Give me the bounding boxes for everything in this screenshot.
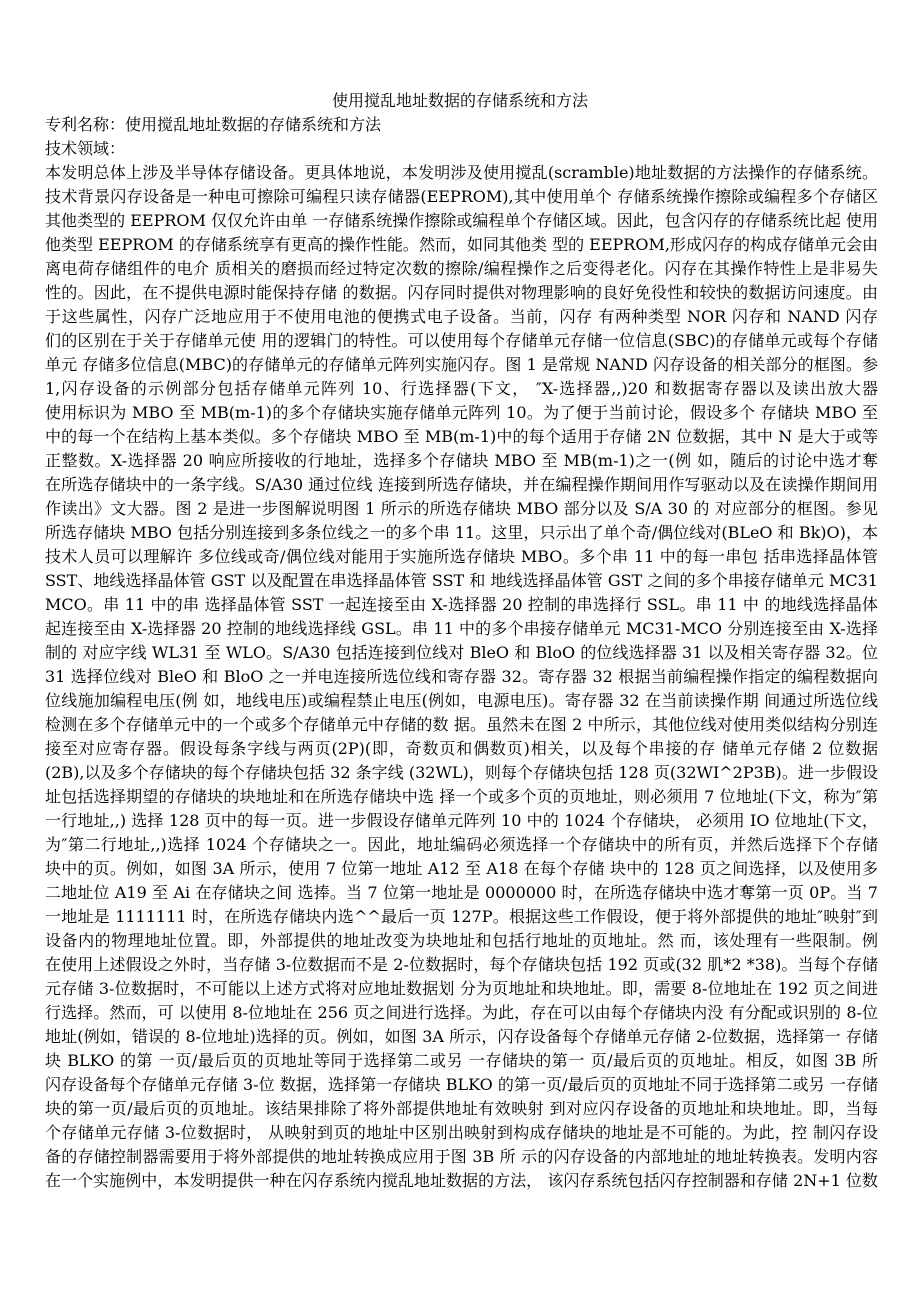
body-text-line: MCO。串 11 中的串 选择晶体管 SST 一起连接至由 X-选择器 20 控制的串选择行 SSL。串 11 中 的地线选择晶体 bbox=[45, 595, 878, 614]
body-text-line: 元存储 3-位数据时，不可能以上述方式将对应地址数据划 分为页地址和块地址。即，需要 8-位地址在 192 页之间进 bbox=[45, 979, 878, 998]
document-title: 使用搅乱地址数据的存储系统和方法 bbox=[331, 91, 588, 110]
body-text-line: (2B),以及多个存储块的每个存储块包括 32 条字线 (32WL)，则每个存储块包括 128 页(32WI^2P3B)。进一步假设 bbox=[45, 763, 878, 782]
body-text-line: 使用标识为 MBO 至 MB(m-1)的多个存储块实施存储单元阵列 10。为了便于当前讨论，假设多个 存储块 MBO 至 bbox=[45, 403, 878, 422]
body-text-line: 块 BLKO 的第 一页/最后页的页地址等同于选择第二或另 一存储块的第一 页/最后页的页地址。相反，如图 3B 所 bbox=[45, 1051, 878, 1070]
body-text-line: 检测在多个存储单元中的一个或多个存储单元中存储的数 据。虽然未在图 2 中所示，其他位线对使用类似结构分别连 bbox=[45, 715, 878, 734]
body-text-line: 他类型 EEPROM 的存储系统享有更高的操作性能。然而，如同其他类 型的 EEPROM,形成闪存的构成存储单元会由 bbox=[45, 235, 878, 254]
body-text-line: 位线施加编程电压(例 如，地线电压)或编程禁止电压(例如，电源电压)。寄存器 32 在当前读操作期 间通过所选位线 bbox=[45, 691, 878, 710]
body-text-line: 所选存储块 MBO 包括分别连接到多条位线之一的多个串 11。这里，只示出了单个奇/偶位线对(BLeO 和 Bk)O)，本 bbox=[45, 523, 878, 542]
body-text-line: 单元 存储多位信息(MBC)的存储单元的存储单元阵列实施闪存。图 1 是常规 NAND 闪存设备的相关部分的框图。参 bbox=[45, 355, 878, 374]
body-text-line: 址包括选择期望的存储块的块地址和在所选存储块中选 择一个或多个页的页地址，则必须用 7 位地址(下文，称为″第 bbox=[45, 787, 878, 806]
body-text-line: 技术人员可以理解许 多位线或奇/偶位线对能用于实施所选存储块 MBO。多个串 11 中的每一串包 括串选择晶体管 bbox=[45, 547, 878, 566]
body-text-line: 在使用上述假设之外时，当存储 3-位数据而不是 2-位数据时，每个存储块包括 192 页或(32 肌*2 *38)。当每个存储 bbox=[45, 955, 878, 974]
body-text-line: 地址(例如，错误的 8-位地址)选择的页。例如，如图 3A 所示，闪存设备每个存储单元存储 2-位数据，选择第一 存储 bbox=[45, 1027, 878, 1046]
body-text-line: 制的 对应字线 WL31 至 WLO。S/A30 包括连接到位线对 BleO 和 BloO 的位线选择器 31 以及相关寄存器 32。位 bbox=[45, 643, 878, 662]
body-text-line: 一行地址,,) 选择 128 页中的每一页。进一步假设存储单元阵列 10 中的 1024 个存储块， 必须用 IO 位地址(下文， bbox=[45, 811, 878, 830]
body-text-line: 作读出》文大器。图 2 是进一步图解说明图 1 所示的所选存储块 MBO 部分以及 S/A 30 的 对应部分的框图。参见 bbox=[45, 499, 878, 518]
body-text-line: SST、地线选择晶体管 GST 以及配置在串选择晶体管 SST 和 地线选择晶体管 GST 之间的多个串接存储单元 MC31 bbox=[45, 571, 878, 590]
body-text-line: 备的存储控制器需要用于将外部提供的地址转换成应用于图 3B 所 示的闪存设备的内部地址的地址转换表。发明内容 bbox=[45, 1147, 878, 1166]
body-text-line: 接至对应寄存器。假设每条字线与两页(2P)(即，奇数页和偶数页)相关，以及每个串接的存 储单元存储 2 位数据 bbox=[45, 739, 878, 758]
body-text-line: 块中的页。例如，如图 3A 所示，使用 7 位第一地址 A12 至 A18 在每个存储 块中的 128 页之间选择，以及使用多 bbox=[45, 859, 878, 878]
body-text-line: 本发明总体上涉及半导体存储设备。更具体地说，本发明涉及使用搅乱(scramble)地址数据的方法操作的存储系统。 bbox=[45, 163, 878, 182]
body-text-line: 1,闪存设备的示例部分包括存储单元阵列 10、行选择器(下文， ″X-选择器,,)20 和数据寄存器以及读出放大器 bbox=[45, 379, 878, 398]
body-text-line: 块的第一页/最后页的页地址。该结果排除了将外部提供地址有效映射 到对应闪存设备的页地址和块地址。即，当每 bbox=[45, 1099, 878, 1118]
body-text-line: 行选择。然而，可 以使用 8-位地址在 256 页之间进行选择。为此，存在可以由每个存储块内没 有分配或识别的 8-位 bbox=[45, 1003, 878, 1022]
document-body bbox=[45, 161, 878, 1193]
body-text-line: 起连接至由 X-选择器 20 控制的地线选择线 GSL。串 11 中的多个串接存储单元 MC31-MCO 分别连接至由 X-选择 bbox=[45, 619, 878, 638]
body-text-line: 为″第二行地址,,)选择 1024 个存储块之一。因此，地址编码必须选择一个存储块中的所有页，并然后选择下个存储 bbox=[45, 835, 878, 854]
body-text-line: 在一个实施例中，本发明提供一种在闪存系统内搅乱地址数据的方法， 该闪存系统包括闪存控制器和存储 2N+1 位数 bbox=[45, 1171, 878, 1190]
body-text-line: 闪存设备每个存储单元存储 3-位 数据，选择第一存储块 BLKO 的第一页/最后页的页地址不同于选择第二或另 一存储 bbox=[45, 1075, 878, 1094]
body-text-line: 技术背景闪存设备是一种电可擦除可编程只读存储器(EEPROM),其中使用单个 存储系统操作擦除或编程多个存储区 bbox=[45, 187, 878, 206]
body-text-line: 设备内的物理地址位置。即，外部提供的地址改变为块地址和包括行地址的页地址。然 而，该处理有一些限制。例 bbox=[45, 931, 878, 950]
body-text-line: 在所选存储块中的一条字线。S/A30 通过位线 连接到所选存储块，并在编程操作期间用作写驱动以及在读操作期间用 bbox=[45, 475, 878, 494]
body-text-line: 二地址位 A19 至 Ai 在存储块之间 选捧。当 7 位第一地址是 0000000 时，在所选存储块中选才奪第一页 0P。当 7 bbox=[45, 883, 878, 902]
body-text-line: 一地址是 1111111 时，在所选存储块内选^^最后一页 127P。根据这些工作假设，便于将外部提供的地址″映射″到 bbox=[45, 907, 878, 926]
body-text-line: 中的每一个在结构上基本类似。多个存储块 MBO 至 MB(m-1)中的每个适用于存储 2N 位数据，其中 N 是大于或等 bbox=[45, 427, 878, 446]
body-text-line: 正整数。X-选择器 20 响应所接收的行地址，选择多个存储块 MBO 至 MB(m-1)之一(例 如，随后的讨论中选才奪 bbox=[45, 451, 878, 470]
body-text-line: 31 选择位线对 BleO 和 BloO 之一并电连接所选位线和寄存器 32。寄存器 32 根据当前编程操作指定的编程数据向 bbox=[45, 667, 878, 686]
body-text-line: 离电荷存储组件的电介 质相关的磨损而经过特定次数的擦除/编程操作之后变得老化。闪存在其操作特性上是非易失 bbox=[45, 259, 878, 278]
body-text-line: 个存储单元存储 3-位数据时， 从映射到页的地址中区别出映射到构成存储块的地址是不可能的。为此，控 制闪存设 bbox=[45, 1123, 878, 1142]
body-text-line: 们的区别在于关于存储单元使 用的逻辑门的特性。可以使用每个存储单元存储一位信息(SBC)的存储单元或每个存储 bbox=[45, 331, 878, 350]
document-page bbox=[45, 89, 878, 1193]
body-text-line: 其他类型的 EEPROM 仅仅允许由单 一存储系统操作擦除或编程单个存储区域。因此，包含闪存的存储系统比起 使用 bbox=[45, 211, 878, 230]
body-text-line: 于这些属性，闪存广泛地应用于不使用电池的便携式电子设备。当前，闪存 有两种类型 NOR 闪存和 NAND 闪存 bbox=[45, 307, 878, 326]
field-label: 技术领域： bbox=[45, 139, 126, 158]
patent-name: 专利名称：使用搅乱地址数据的存储系统和方法 bbox=[45, 115, 382, 134]
body-text-line: 性的。因此，在不提供电源时能保持存储 的数据。闪存同时提供对物理影响的良好免役性和较快的数据访问速度。由 bbox=[45, 283, 878, 302]
